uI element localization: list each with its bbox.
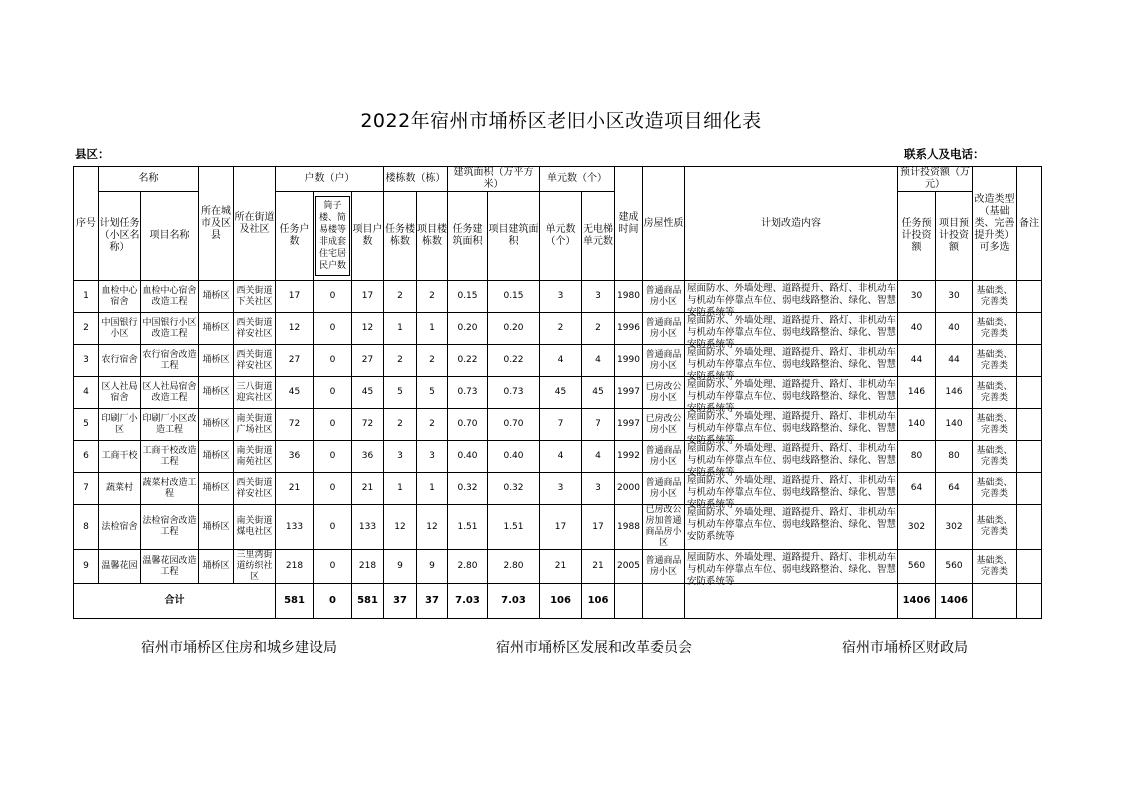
row-task-households: 36 [276,441,314,473]
row-units: 45 [540,377,582,409]
renovation-table [73,166,1042,619]
row-reno-type: 基础类、完善类 [973,409,1017,441]
header-build-time: 建成时间 [615,167,643,281]
row-project-invest: 40 [936,313,973,345]
row-no-elevator: 4 [582,441,615,473]
row-no-elevator: 7 [582,409,615,441]
row-project-households: 12 [352,313,384,345]
header-plan-task: 计划任务（小区名称） [99,192,141,281]
row-project-invest: 64 [936,473,973,505]
header-city-county: 所在城市及区县 [199,167,234,281]
row-project-area: 0.73 [488,377,540,409]
row-task-buildings: 1 [384,313,417,345]
row-street: 三八街道迎宾社区 [234,377,276,409]
header-task-invest: 任务预计投资额 [898,192,936,281]
row-project-buildings: 1 [417,313,448,345]
row-tube-households: 0 [314,345,352,377]
row-project-buildings: 1 [417,473,448,505]
row-project-buildings: 9 [417,550,448,584]
row-project-invest: 560 [936,550,973,584]
row-county: 埇桥区 [199,473,234,505]
row-no-elevator: 2 [582,313,615,345]
row-project-invest: 80 [936,441,973,473]
header-area-group: 建筑面积（万平方米） [448,167,540,192]
row-street: 南关街道广场社区 [234,409,276,441]
row-units: 4 [540,345,582,377]
row-project-households: 218 [352,550,384,584]
row-project-name: 工商干校改造工程 [141,441,199,473]
row-street: 西关街道祥安社区 [234,473,276,505]
row-build-time: 1980 [615,281,643,313]
row-plan-content [685,377,898,414]
row-project-buildings: 5 [417,377,448,409]
header-units: 单元数（个） [540,192,582,281]
row-tube-households: 0 [314,441,352,473]
header-invest-group: 预计投资额（万元） [898,167,973,192]
row-task-area: 2.80 [448,550,488,584]
row-seq: 2 [74,313,99,345]
row-plan-content [685,345,898,382]
row-seq: 6 [74,441,99,473]
header-reno-type: 改造类型（基础类、完善提升类）可多选 [973,167,1017,281]
row-task-buildings: 2 [384,409,417,441]
total-project-households: 581 [352,584,384,619]
row-no-elevator: 45 [582,377,615,409]
row-no-elevator: 3 [582,473,615,505]
row-seq: 4 [74,377,99,409]
total-task-buildings: 37 [384,584,417,619]
table-row [74,281,1042,313]
row-plan-task: 印刷厂小区 [99,409,141,441]
row-remark [1017,313,1042,345]
row-seq: 3 [74,345,99,377]
row-task-area: 0.20 [448,313,488,345]
row-build-time: 1997 [615,409,643,441]
row-tube-households: 0 [314,505,352,550]
row-house-nature: 已房改公房加普通商品房小区 [643,505,685,550]
county-label: 县区： [75,147,110,161]
row-plan-task: 中国银行小区 [99,313,141,345]
header-task-area: 任务建筑面积 [448,192,488,281]
row-seq: 1 [74,281,99,313]
row-units: 2 [540,313,582,345]
row-remark [1017,345,1042,377]
row-units: 3 [540,281,582,313]
table-row [74,550,1042,584]
row-task-invest: 140 [898,409,936,441]
row-plan-content-text: 屋面防水、外墙处理、道路提升、路灯、非机动车与机动车停靠点车位、弱电线路整治、绿化、智慧安防系统等 [687,347,897,382]
row-units: 17 [540,505,582,550]
row-task-households: 133 [276,505,314,550]
header-project-households: 项目户数 [352,192,384,281]
total-project-invest: 1406 [936,584,973,619]
row-plan-content-text: 屋面防水、外墙处理、道路提升、路灯、非机动车与机动车停靠点车位、弱电线路整治、绿化、智慧安防系统等 [687,411,897,446]
header-project-area: 项目建筑面积 [488,192,540,281]
row-task-area: 1.51 [448,505,488,550]
row-remark [1017,505,1042,550]
header-name-group: 名称 [99,167,199,192]
row-task-invest: 146 [898,377,936,409]
header-tube-households [314,192,352,281]
row-plan-task: 法检宿舍 [99,505,141,550]
row-task-buildings: 9 [384,550,417,584]
row-remark [1017,441,1042,473]
row-task-area: 0.15 [448,281,488,313]
row-units: 7 [540,409,582,441]
row-plan-task: 区人社局宿舍 [99,377,141,409]
row-remark [1017,550,1042,584]
header-buildings-group: 楼栋数（栋） [384,167,448,192]
row-reno-type: 基础类、完善类 [973,473,1017,505]
row-street: 西关街道祥安社区 [234,345,276,377]
table-row [74,409,1042,441]
row-plan-content [685,313,898,350]
row-no-elevator: 17 [582,505,615,550]
total-task-households: 581 [276,584,314,619]
footer-org-development: 宿州市埇桥区发展和改革委员会 [496,640,692,656]
row-project-invest: 302 [936,505,973,550]
row-plan-content-text: 屋面防水、外墙处理、道路提升、路灯、非机动车与机动车停靠点车位、弱电线路整治、绿化、智慧安防系统等 [687,507,897,542]
row-task-buildings: 3 [384,441,417,473]
row-house-nature: 普通商品房小区 [643,281,685,313]
row-reno-type: 基础类、完善类 [973,550,1017,584]
total-row [74,584,1042,619]
row-seq: 8 [74,505,99,550]
row-plan-task: 蔬菜村 [99,473,141,505]
row-street: 三里湾街道纺织社区 [234,550,276,584]
row-project-name: 印刷厂小区改造工程 [141,409,199,441]
header-plan-content: 计划改造内容 [685,167,898,281]
total-tube-households: 0 [314,584,352,619]
row-county: 埇桥区 [199,377,234,409]
row-build-time: 1997 [615,377,643,409]
row-street: 南关街道煤电社区 [234,505,276,550]
row-plan-task: 温馨花园 [99,550,141,584]
row-house-nature: 普通商品房小区 [643,313,685,345]
total-house-nature [643,584,685,619]
row-task-area: 0.32 [448,473,488,505]
row-task-area: 0.70 [448,409,488,441]
row-project-buildings: 2 [417,281,448,313]
row-seq: 9 [74,550,99,584]
row-task-households: 27 [276,345,314,377]
header-house-nature: 房屋性质 [643,167,685,281]
row-remark [1017,281,1042,313]
row-project-households: 36 [352,441,384,473]
row-county: 埇桥区 [199,441,234,473]
header-task-buildings: 任务楼栋数 [384,192,417,281]
row-tube-households: 0 [314,550,352,584]
row-project-households: 45 [352,377,384,409]
row-street: 西关街道祥安社区 [234,313,276,345]
total-units: 106 [540,584,582,619]
row-project-name: 血检中心宿舍改造工程 [141,281,199,313]
row-plan-content-text: 屋面防水、外墙处理、道路提升、路灯、非机动车与机动车停靠点车位、弱电线路整治、绿化、智慧安防系统等 [687,443,897,478]
header-row-1 [74,167,1042,192]
row-task-households: 218 [276,550,314,584]
row-build-time: 1992 [615,441,643,473]
row-build-time: 2005 [615,550,643,584]
row-tube-households: 0 [314,313,352,345]
row-project-invest: 44 [936,345,973,377]
table-row [74,473,1042,505]
total-task-invest: 1406 [898,584,936,619]
row-plan-task: 农行宿舍 [99,345,141,377]
row-no-elevator: 4 [582,345,615,377]
row-task-invest: 44 [898,345,936,377]
row-seq: 7 [74,473,99,505]
row-project-buildings: 2 [417,409,448,441]
row-tube-households: 0 [314,473,352,505]
row-remark [1017,409,1042,441]
footer-org-housing: 宿州市埇桥区住房和城乡建设局 [141,640,337,656]
row-project-buildings: 12 [417,505,448,550]
row-project-invest: 30 [936,281,973,313]
page-title: 2022年宿州市埇桥区老旧小区改造项目细化表 [360,110,762,132]
row-project-name: 中国银行小区改造工程 [141,313,199,345]
table-row [74,345,1042,377]
row-project-households: 133 [352,505,384,550]
total-remark [1017,584,1042,619]
header-households-group: 户数（户） [276,167,384,192]
row-plan-content-text: 屋面防水、外墙处理、道路提升、路灯、非机动车与机动车停靠点车位、弱电线路整治、绿化、智慧安防系统等 [687,283,897,318]
row-task-buildings: 1 [384,473,417,505]
row-no-elevator: 3 [582,281,615,313]
header-project-buildings: 项目楼栋数 [417,192,448,281]
total-project-area: 7.03 [488,584,540,619]
row-project-area: 0.15 [488,281,540,313]
footer-org-finance: 宿州市埇桥区财政局 [842,640,968,656]
total-label: 合计 [74,584,276,619]
row-units: 3 [540,473,582,505]
row-project-households: 17 [352,281,384,313]
header-project-invest: 项目预计投资额 [936,192,973,281]
row-plan-content [685,505,898,550]
row-project-invest: 140 [936,409,973,441]
row-task-households: 72 [276,409,314,441]
header-task-households: 任务户数 [276,192,314,281]
row-remark [1017,473,1042,505]
row-house-nature: 普通商品房小区 [643,473,685,505]
row-task-invest: 30 [898,281,936,313]
row-county: 埇桥区 [199,409,234,441]
row-county: 埇桥区 [199,313,234,345]
header-street-community: 所在街道及社区 [234,167,276,281]
row-plan-content [685,409,898,446]
row-project-area: 2.80 [488,550,540,584]
row-house-nature: 普通商品房小区 [643,345,685,377]
row-task-area: 0.40 [448,441,488,473]
row-tube-households: 0 [314,377,352,409]
row-reno-type: 基础类、完善类 [973,505,1017,550]
row-project-area: 0.32 [488,473,540,505]
row-task-invest: 64 [898,473,936,505]
row-project-area: 0.22 [488,345,540,377]
row-build-time: 1996 [615,313,643,345]
row-task-invest: 560 [898,550,936,584]
row-plan-content-text: 屋面防水、外墙处理、道路提升、路灯、非机动车与机动车停靠点车位、弱电线路整治、绿化、智慧安防系统等 [687,379,897,414]
header-tube-households-label: 筒子楼、简易楼等非成套住宅居民户数 [315,196,350,276]
row-seq: 5 [74,409,99,441]
row-house-nature: 普通商品房小区 [643,441,685,473]
row-project-name: 区人社局宿舍改造工程 [141,377,199,409]
row-build-time: 1988 [615,505,643,550]
total-no-elevator: 106 [582,584,615,619]
row-task-buildings: 2 [384,345,417,377]
table-row [74,441,1042,473]
row-project-households: 27 [352,345,384,377]
row-project-invest: 146 [936,377,973,409]
total-project-buildings: 37 [417,584,448,619]
row-tube-households: 0 [314,409,352,441]
row-house-nature: 普通商品房小区 [643,550,685,584]
row-house-nature: 已房改公房小区 [643,409,685,441]
row-remark [1017,377,1042,409]
row-project-area: 0.20 [488,313,540,345]
row-plan-content [685,473,898,510]
contact-label: 联系人及电话： [904,147,985,161]
row-project-name: 蔬菜村改造工程 [141,473,199,505]
header-units-group: 单元数（个） [540,167,615,192]
row-plan-task: 工商干校 [99,441,141,473]
row-task-invest: 302 [898,505,936,550]
row-street: 南关街道南苑社区 [234,441,276,473]
header-remark: 备注 [1017,167,1042,281]
row-project-name: 法检宿舍改造工程 [141,505,199,550]
row-build-time: 1990 [615,345,643,377]
row-reno-type: 基础类、完善类 [973,345,1017,377]
row-project-area: 0.40 [488,441,540,473]
row-task-households: 17 [276,281,314,313]
row-reno-type: 基础类、完善类 [973,281,1017,313]
row-county: 埇桥区 [199,505,234,550]
row-project-households: 21 [352,473,384,505]
row-no-elevator: 21 [582,550,615,584]
row-project-buildings: 3 [417,441,448,473]
row-task-buildings: 12 [384,505,417,550]
row-plan-content-text: 屋面防水、外墙处理、道路提升、路灯、非机动车与机动车停靠点车位、弱电线路整治、绿化、智慧安防系统等 [687,475,897,510]
header-no-elevator: 无电梯单元数 [582,192,615,281]
row-house-nature: 已房改公房小区 [643,377,685,409]
row-tube-households: 0 [314,281,352,313]
total-build-time [615,584,643,619]
total-plan-content [685,584,898,619]
row-project-area: 1.51 [488,505,540,550]
header-project-name: 项目名称 [141,192,199,281]
row-project-name: 温馨花园改造工程 [141,550,199,584]
row-project-households: 72 [352,409,384,441]
row-county: 埇桥区 [199,345,234,377]
row-units: 21 [540,550,582,584]
total-task-area: 7.03 [448,584,488,619]
row-county: 埇桥区 [199,550,234,584]
header-seq: 序号 [74,167,99,281]
row-reno-type: 基础类、完善类 [973,377,1017,409]
row-project-area: 0.70 [488,409,540,441]
row-plan-content-text: 屋面防水、外墙处理、道路提升、路灯、非机动车与机动车停靠点车位、弱电线路整治、绿化、智慧安防系统等 [687,552,897,587]
row-plan-content [685,441,898,478]
row-plan-task: 血检中心宿舍 [99,281,141,313]
row-task-households: 12 [276,313,314,345]
table-row [74,313,1042,345]
row-task-buildings: 5 [384,377,417,409]
row-build-time: 2000 [615,473,643,505]
row-task-buildings: 2 [384,281,417,313]
table-row [74,505,1042,550]
row-project-buildings: 2 [417,345,448,377]
row-street: 西关街道下关社区 [234,281,276,313]
row-task-area: 0.73 [448,377,488,409]
row-county: 埇桥区 [199,281,234,313]
row-project-name: 农行宿舍改造工程 [141,345,199,377]
row-task-households: 21 [276,473,314,505]
row-task-households: 45 [276,377,314,409]
row-plan-content-text: 屋面防水、外墙处理、道路提升、路灯、非机动车与机动车停靠点车位、弱电线路整治、绿化、智慧安防系统等 [687,315,897,350]
row-task-invest: 40 [898,313,936,345]
row-task-area: 0.22 [448,345,488,377]
table-row [74,377,1042,409]
row-reno-type: 基础类、完善类 [973,313,1017,345]
row-plan-content [685,281,898,318]
total-reno-type [973,584,1017,619]
row-task-invest: 80 [898,441,936,473]
row-units: 4 [540,441,582,473]
row-plan-content [685,550,898,587]
row-reno-type: 基础类、完善类 [973,441,1017,473]
